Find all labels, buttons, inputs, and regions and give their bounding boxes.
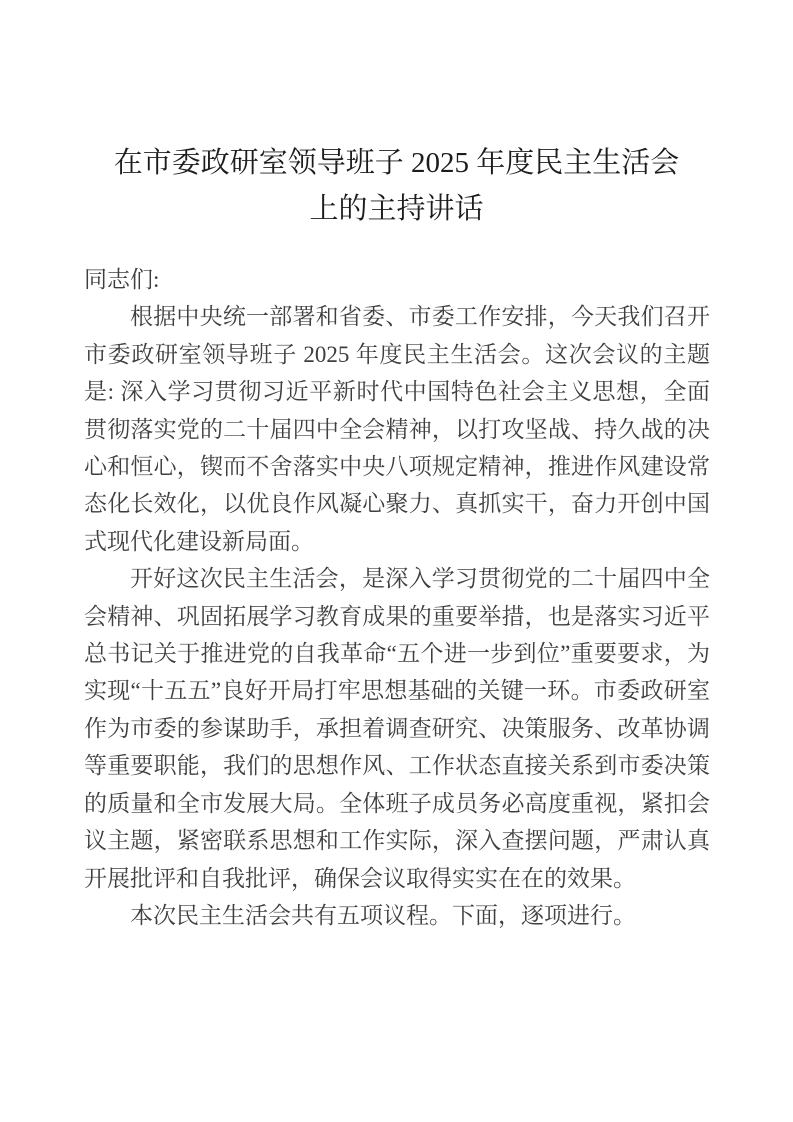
paragraph-3: 本次民主生活会共有五项议程。下面，逐项进行。 — [130, 902, 636, 928]
paragraph-2: 开好这次民主生活会，是深入学习贯彻党的二十届四中全会精神、巩固拓展学习教育成果的重要举措，也是落实习近平总书记关于推进党的自我革命“五个进一步到位”重要要求，为实现“十五五”良好开局打牢思想基础的关键一环。市委政研室作为市委的参谋助手，承担着调查研究、决策服务、改革协调等重要职能，我们的思想作风、工作状态直接关系到市委决策的质量和全市发展大局。全体班子成员务必高度重视，紧扣会议主题，紧密联系思想和工作实际，深入查摆问题，严肃认真开展批评和自我批评，确保会议取得实实在在的效果。 — [84, 566, 710, 891]
salutation: 同志们: — [84, 267, 160, 292]
title-line-1: 在市委政研室领导班子 2025 年度民主生活会 — [113, 147, 680, 179]
document-body — [84, 261, 710, 934]
paragraph-1: 根据中央统一部署和省委、市委工作安排，今天我们召开市委政研室领导班子 2025 年度民主生活会。这次会议的主题是: 深入学习贯彻习近平新时代中国特色社会主义思想，全面贯彻落实党的二十届四中全会精神，以打攻坚战、持久战的决心和恒心，锲而不舍落实中央八项规定精神，推进作风建设常态化长效化，以优良作风凝心聚力、真抓实干，奋力开创中国式现代化建设新局面。 — [84, 304, 710, 554]
title-line-2: 上的主持讲话 — [309, 193, 484, 225]
document-title — [84, 140, 709, 232]
